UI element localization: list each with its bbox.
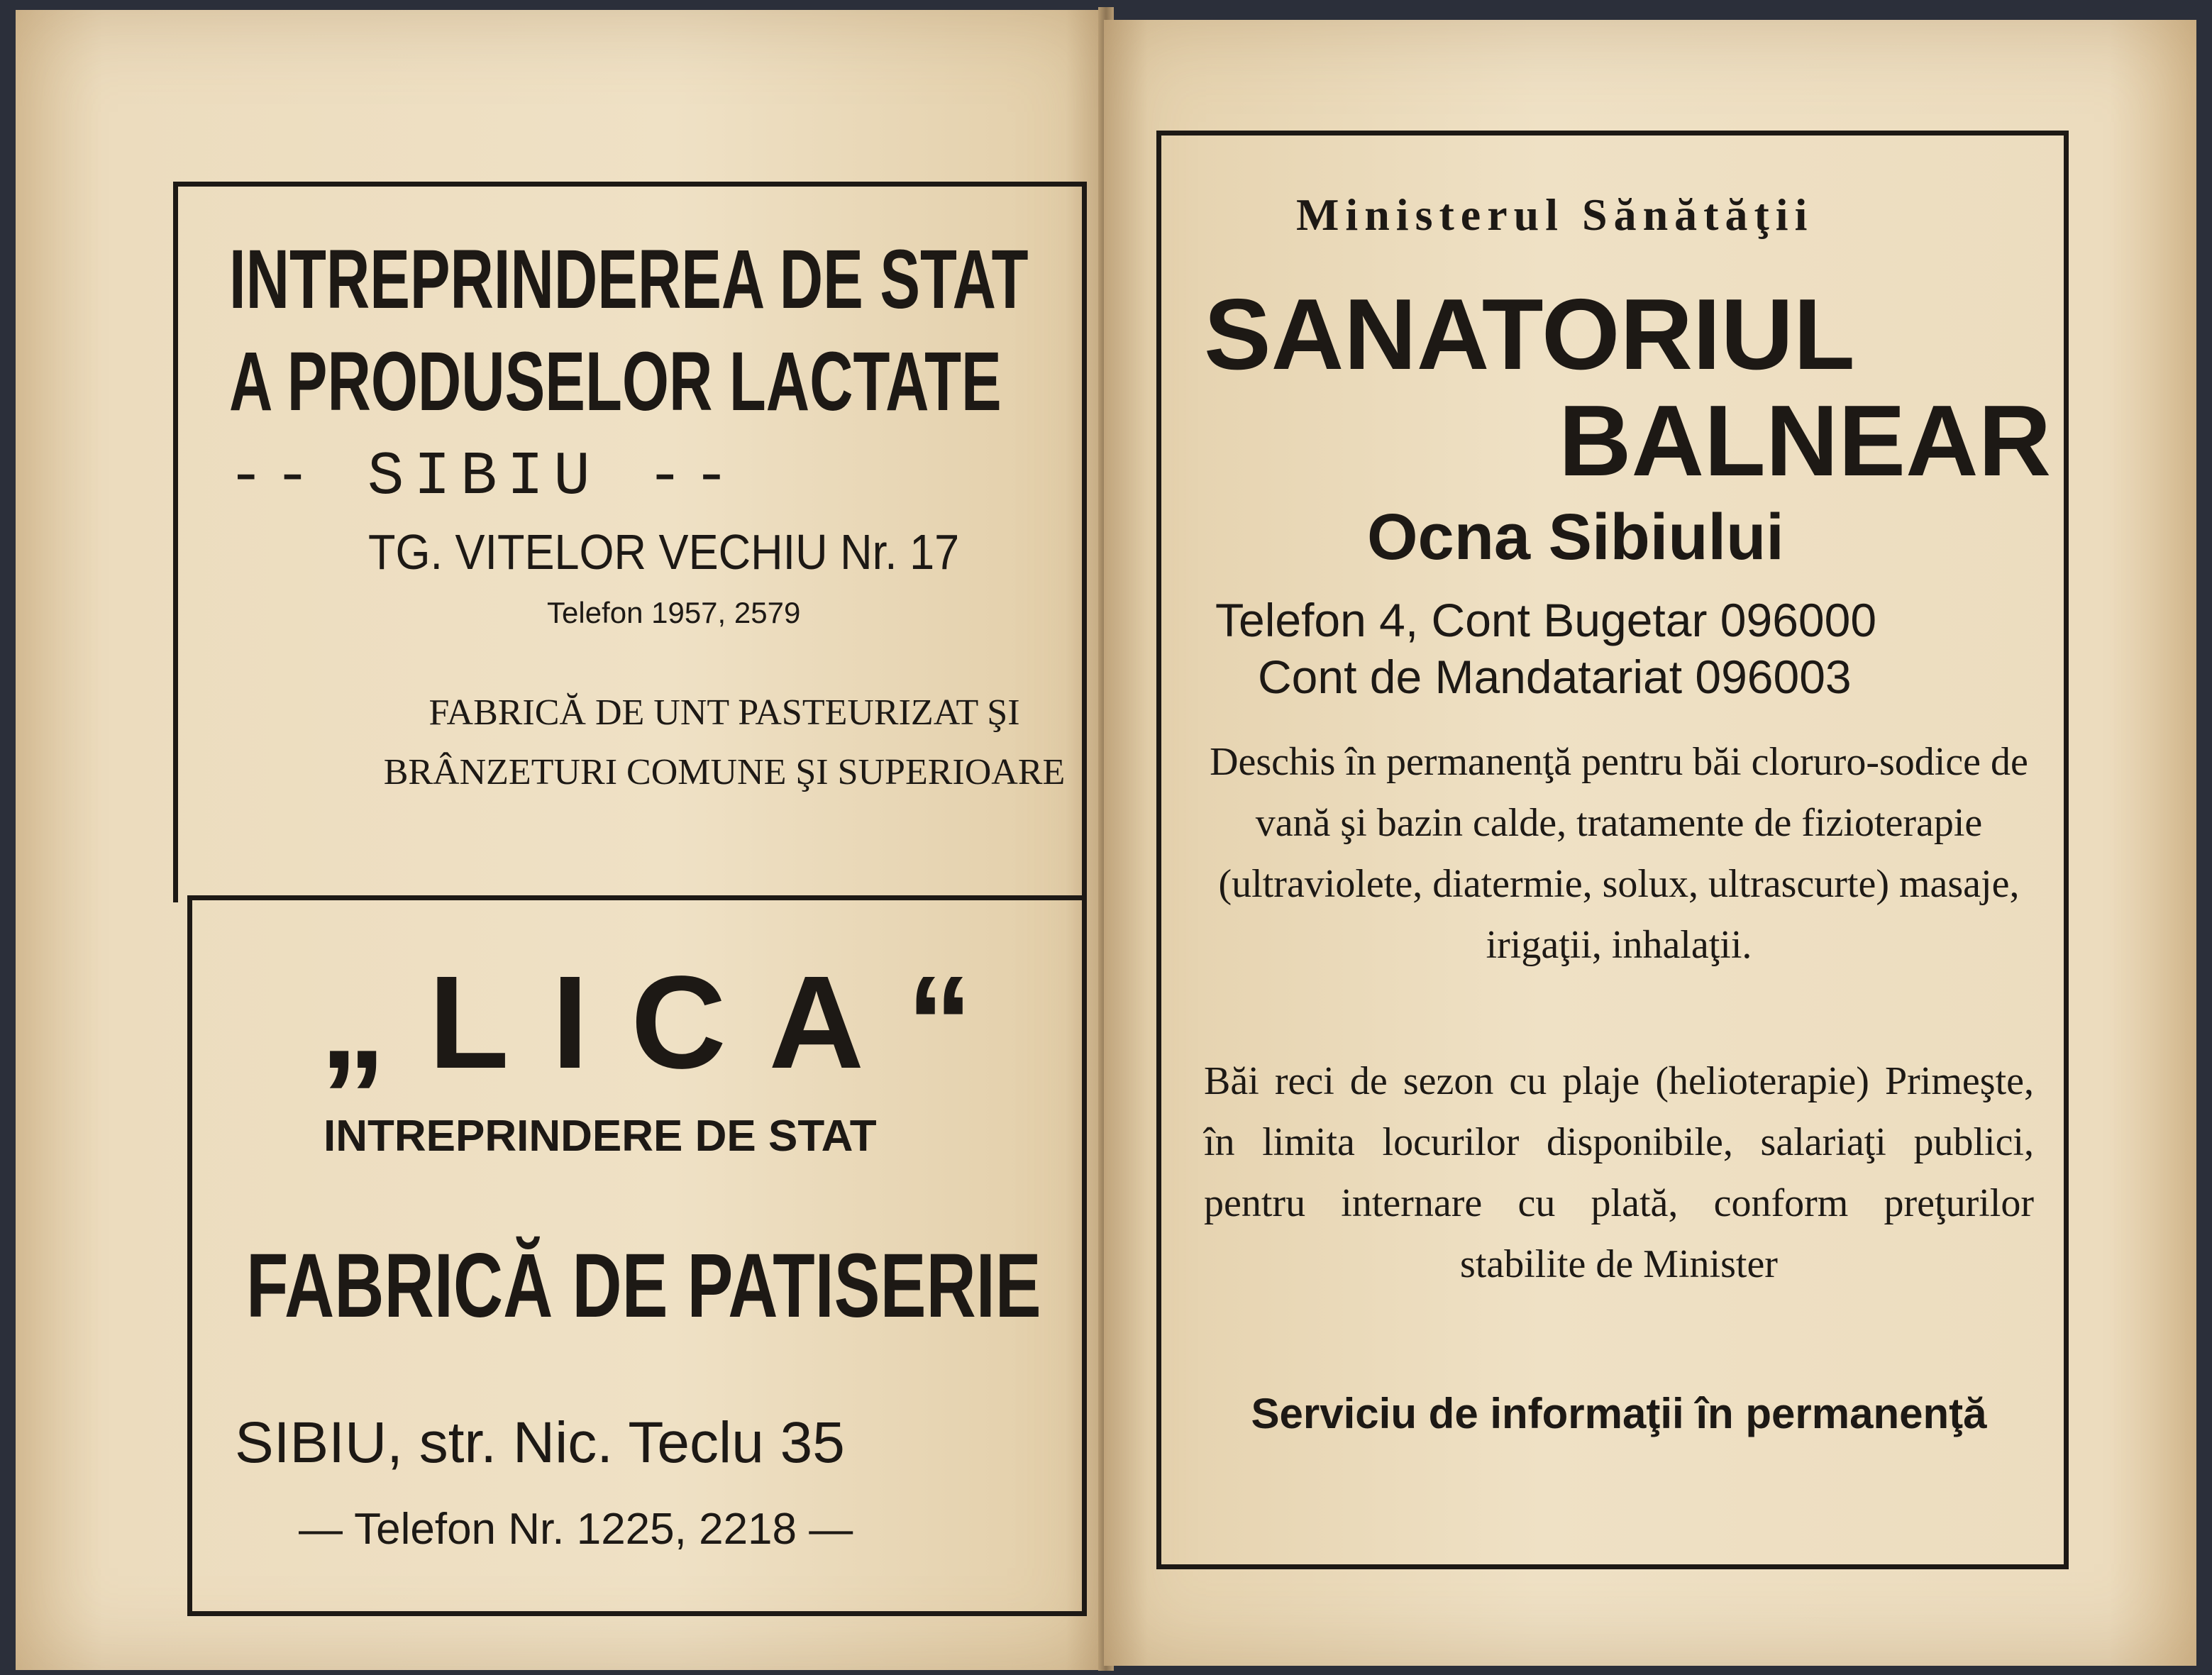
sanatoriu-phone: Telefon 4, Cont Bugetar 096000	[1215, 594, 1877, 646]
sanatoriu-info: Serviciu de informaţii în permanenţă	[1251, 1390, 1987, 1437]
left-page	[16, 10, 1110, 1670]
lactate-title-line1: INTREPRINDEREA DE STAT	[229, 233, 1029, 326]
sanatoriu-location: Ocna Sibiului	[1367, 501, 1784, 573]
lica-advertisement	[187, 895, 1087, 1616]
lactate-address: TG. VITELOR VECHIU Nr. 17	[368, 524, 960, 580]
lica-subtitle: INTREPRINDERE DE STAT	[323, 1112, 877, 1161]
sanatoriu-account: Cont de Mandatariat 096003	[1258, 651, 1852, 703]
lactate-title-line2: A PRODUSELOR LACTATE	[229, 335, 1002, 429]
lica-address: SIBIU, str. Nic. Teclu 35	[235, 1410, 845, 1475]
lica-phone: — Telefon Nr. 1225, 2218 —	[299, 1505, 853, 1554]
lactate-description: FABRICĂ DE UNT PASTEURIZAT ŞI BRÂNZETURI COMUNE ŞI SUPERIOARE	[383, 692, 1066, 792]
sanatoriu-advertisement	[1156, 131, 2069, 1569]
sanatoriu-title-line1: SANATORIUL	[1204, 278, 1855, 391]
sanatoriu-description: Deschis în permanenţă pentru băi cloruro-sodice de vană şi bazin calde, tratamente de fizioterapie (ultraviolete, diatermie, solux, ultrascurte) masaje, irigaţii, inhalaţii.	[1210, 740, 2028, 967]
ministry-heading: Ministerul Sănătăţii	[1296, 189, 1814, 240]
lica-name: „LICA“	[320, 949, 1015, 1096]
sanatoriu-title-line2: BALNEAR	[1559, 385, 2052, 497]
sanatoriu-seasonal-text: Băi reci de sezon cu plaje (helioterapie) Primeşte, în limita locurilor disponibile, salariaţi publici, pentru internare cu plată, conform preţurilor stabilite de Minister	[1204, 1059, 2034, 1286]
lica-type: FABRICĂ DE PATISERIE	[246, 1235, 1041, 1337]
lactate-phone: Telefon 1957, 2579	[547, 596, 801, 629]
lactate-city: -- SIBIU --	[228, 442, 740, 512]
lactate-advertisement	[173, 182, 1087, 902]
